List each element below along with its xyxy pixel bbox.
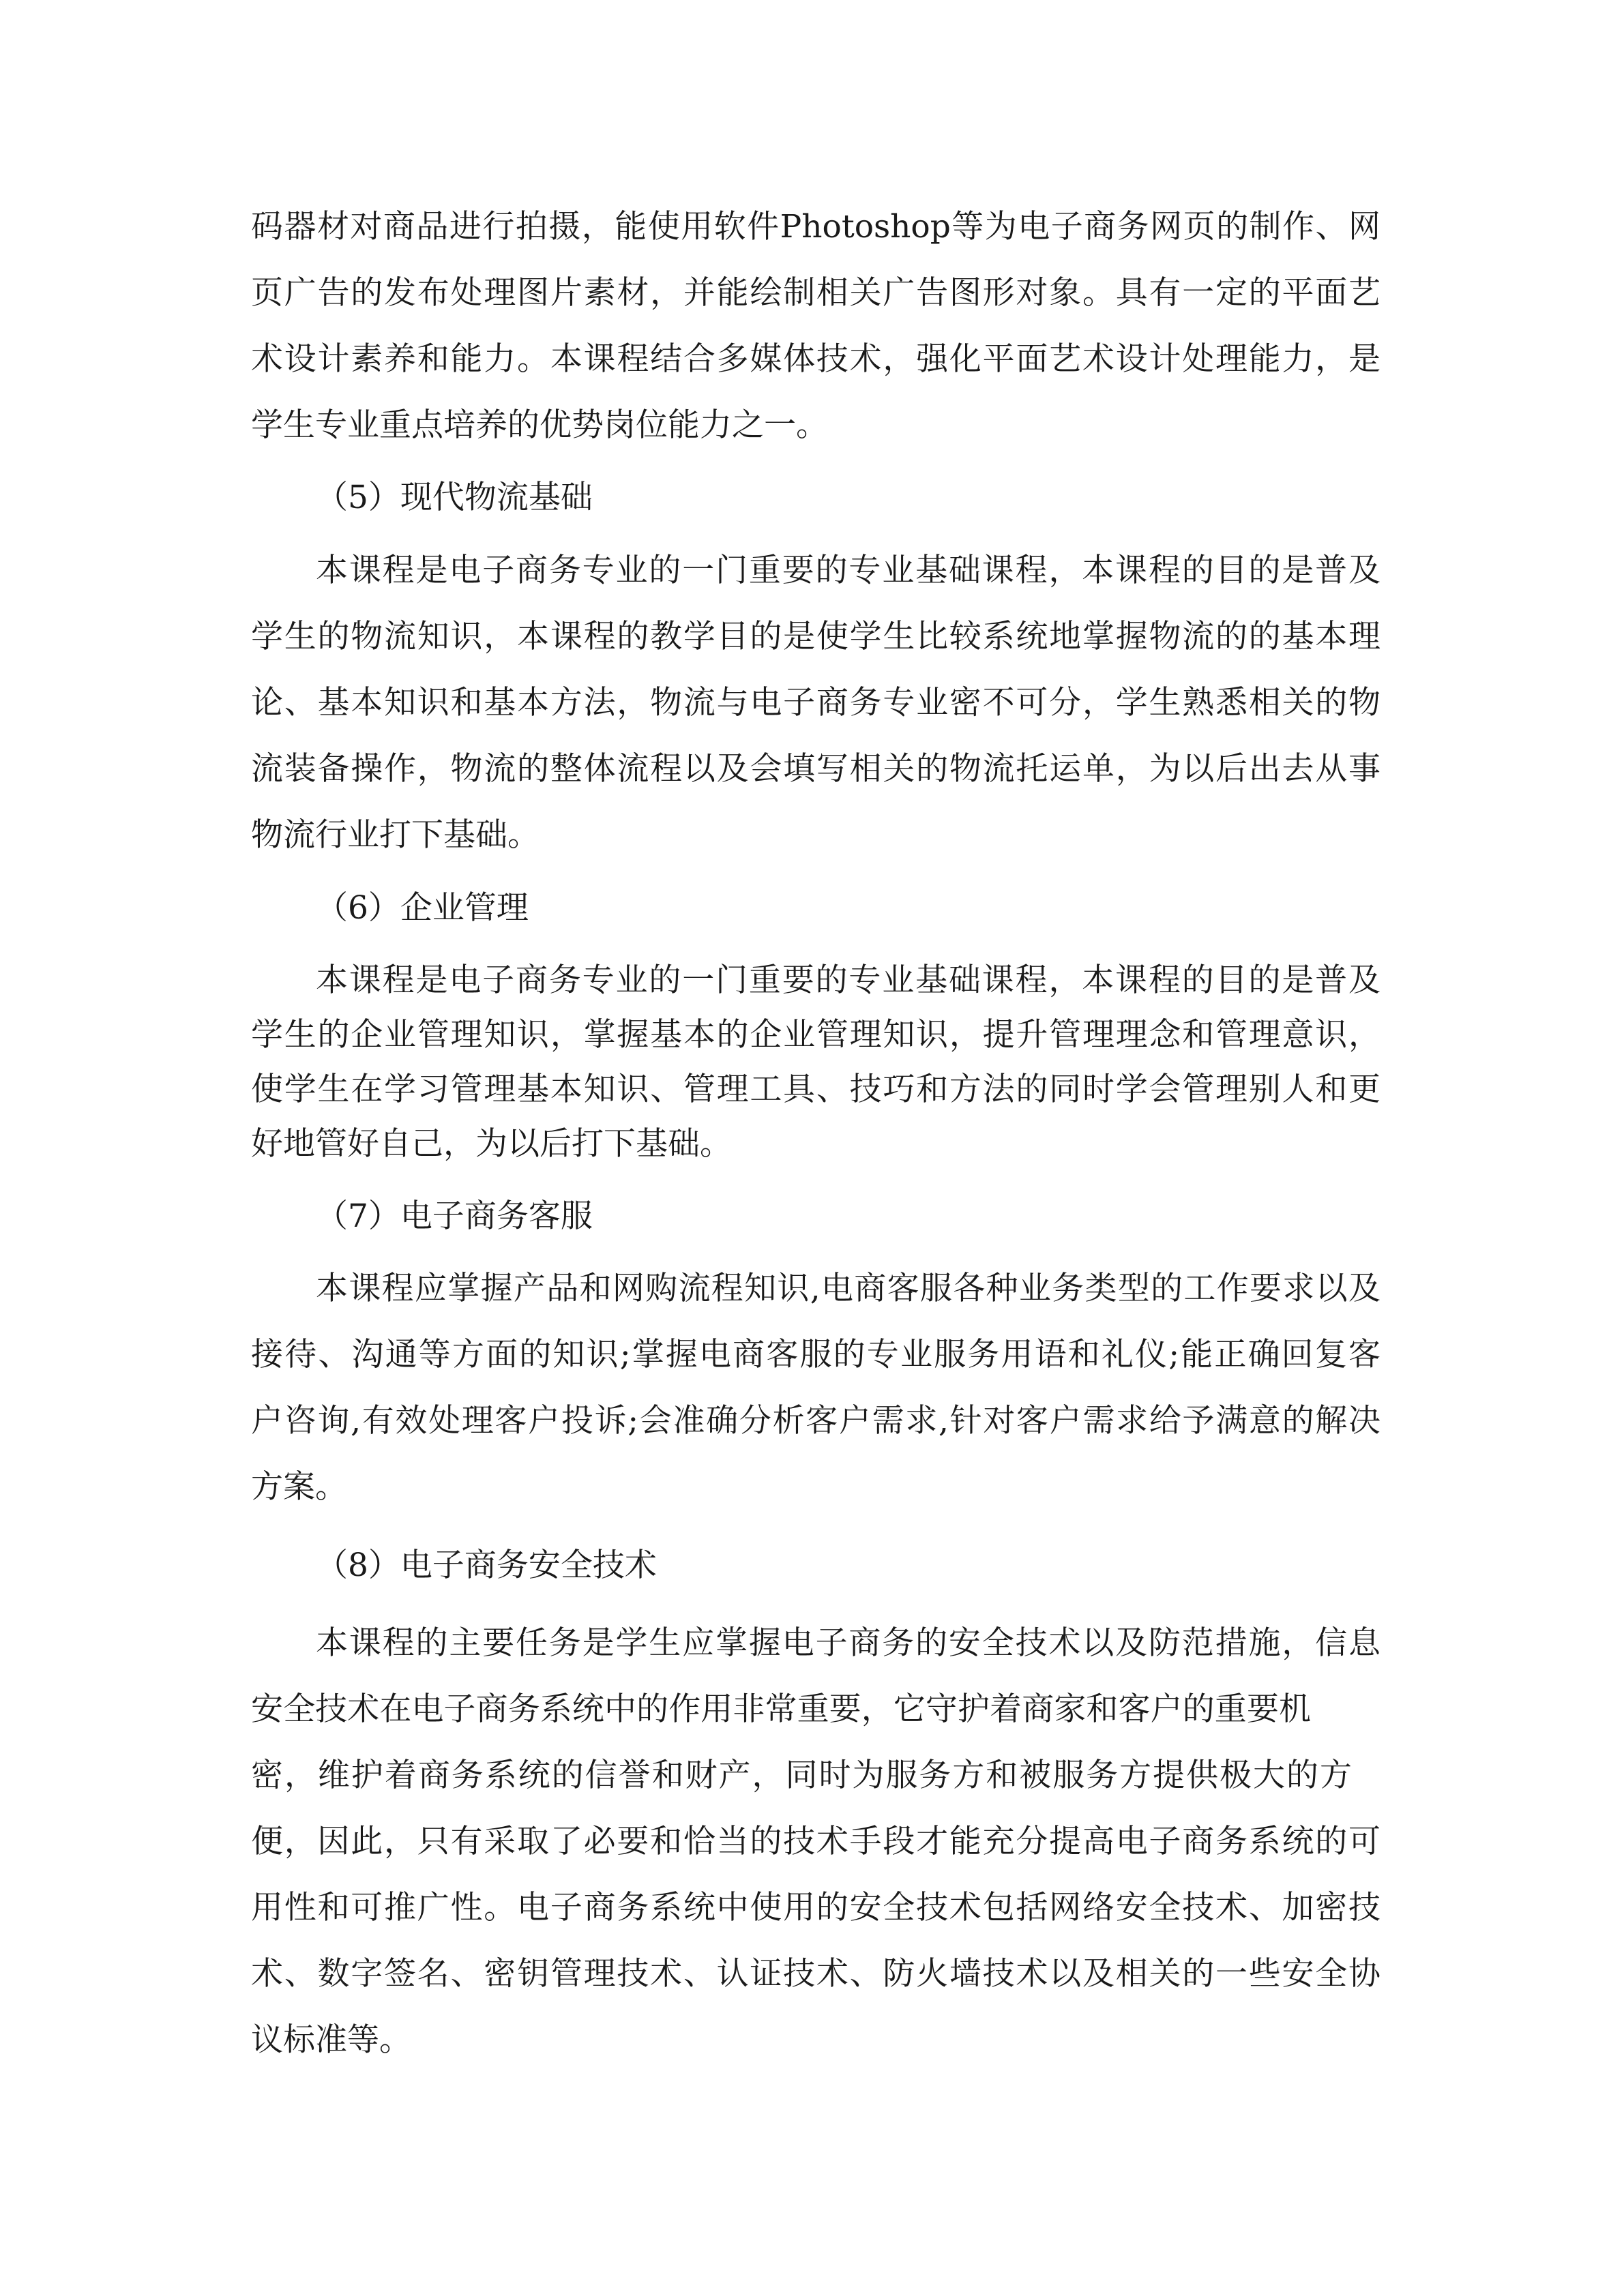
paragraph-line: 论、基本知识和基本方法，物流与电子商务专业密不可分，学生熟悉相关的物 (251, 684, 1381, 721)
paragraph-line: 物流行业打下基础。 (251, 816, 540, 854)
paragraph-line: 本课程是电子商务专业的一门重要的专业基础课程，本课程的目的是普及 (316, 961, 1381, 999)
paragraph-line: 学生的企业管理知识，掌握基本的企业管理知识，提升管理理念和管理意识， (251, 1016, 1381, 1054)
paragraph-line: 使学生在学习管理基本知识、管理工具、技巧和方法的同时学会管理别人和更 (251, 1071, 1381, 1108)
section-heading: （7）电子商务客服 (316, 1197, 593, 1235)
paragraph-line: 学生的物流知识，本课程的教学目的是使学生比较系统地掌握物流的的基本理 (251, 618, 1381, 655)
paragraph-line: 方案。 (251, 1468, 347, 1506)
paragraph-line: 用性和可推广性。电子商务系统中使用的安全技术包括网络安全技术、加密技 (251, 1889, 1381, 1926)
paragraph-line: 好地管好自己，为以后打下基础。 (251, 1125, 732, 1163)
paragraph-line: 学生专业重点培养的优势岗位能力之一。 (251, 406, 828, 444)
paragraph-line: 术、数字签名、密钥管理技术、认证技术、防火墙技术以及相关的一些安全协 (251, 1955, 1381, 1993)
section-heading: （6）企业管理 (316, 889, 529, 927)
paragraph-line: 便，因此，只有采取了必要和恰当的技术手段才能充分提高电子商务系统的可 (251, 1823, 1381, 1860)
paragraph-line: 本课程应掌握产品和网购流程知识,电商客服各种业务类型的工作要求以及 (316, 1270, 1381, 1307)
section-heading: （8）电子商务安全技术 (316, 1547, 657, 1584)
paragraph-line: 户咨询,有效处理客户投诉;会准确分析客户需求,针对客户需求给予满意的解决 (251, 1402, 1381, 1440)
paragraph-line: 议标准等。 (251, 2021, 411, 2059)
paragraph-line: 安全技术在电子商务系统中的作用非常重要，它守护着商家和客户的重要机 (251, 1690, 1311, 1728)
paragraph-line: 术设计素养和能力。本课程结合多媒体技术，强化平面艺术设计处理能力，是 (251, 340, 1381, 378)
paragraph-line: 本课程是电子商务专业的一门重要的专业基础课程，本课程的目的是普及 (316, 552, 1381, 589)
paragraph-line: 流装备操作，物流的整体流程以及会填写相关的物流托运单，为以后出去从事 (251, 750, 1381, 788)
section-heading: （5）现代物流基础 (316, 479, 593, 516)
paragraph-line: 密，维护着商务系统的信誉和财产，同时为服务方和被服务方提供极大的方 (251, 1757, 1352, 1794)
paragraph-line: 码器材对商品进行拍摄，能使用软件Photoshop等为电子商务网页的制作、网 (251, 208, 1381, 245)
paragraph-line: 页广告的发布处理图片素材，并能绘制相关广告图形对象。具有一定的平面艺 (251, 274, 1381, 312)
paragraph-line: 本课程的主要任务是学生应掌握电子商务的安全技术以及防范措施，信息 (316, 1624, 1381, 1662)
paragraph-line: 接待、沟通等方面的知识;掌握电商客服的专业服务用语和礼仪;能正确回复客 (251, 1336, 1381, 1373)
